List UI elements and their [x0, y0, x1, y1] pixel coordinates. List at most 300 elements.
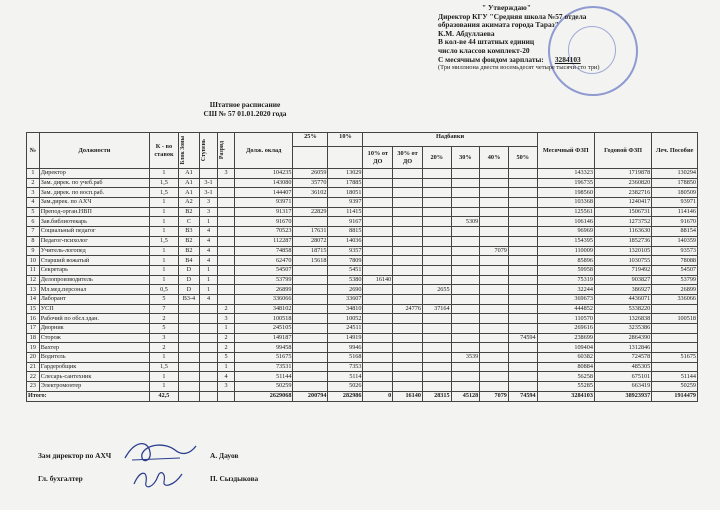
- table-cell: 6: [27, 217, 40, 227]
- table-cell: [480, 372, 509, 382]
- table-cell: [293, 372, 328, 382]
- table-cell: 1326838: [594, 314, 651, 324]
- table-cell: [218, 188, 235, 198]
- table-cell: 4: [200, 294, 218, 304]
- table-cell: [218, 236, 235, 246]
- table-cell: 444852: [537, 304, 594, 314]
- table-cell: 5338220: [594, 304, 651, 314]
- table-cell: 88154: [652, 227, 698, 237]
- table-cell: [508, 372, 537, 382]
- table-cell: [218, 198, 235, 208]
- table-cell: [178, 372, 199, 382]
- table-cell: [480, 169, 509, 179]
- table-cell: [652, 343, 698, 353]
- table-cell: [652, 333, 698, 343]
- table-cell: 1: [200, 265, 218, 275]
- table-cell: [422, 275, 451, 285]
- table-cell: [451, 372, 480, 382]
- table-cell: [422, 382, 451, 392]
- table-cell: 1163630: [594, 227, 651, 237]
- handwritten-signature-2: [130, 466, 190, 492]
- table-cell: 110570: [537, 314, 594, 324]
- approval-staff-count: В кол-ве 44 штатных единиц: [438, 37, 535, 47]
- table-cell: [451, 285, 480, 295]
- table-cell: 35770: [293, 178, 328, 188]
- table-cell: [363, 314, 393, 324]
- table-cell: 5309: [451, 217, 480, 227]
- table-cell: 4: [200, 227, 218, 237]
- table-cell: 60382: [537, 353, 594, 363]
- table-cell: Электромонтер: [39, 382, 149, 392]
- table-cell: [393, 198, 423, 208]
- table-cell: [422, 227, 451, 237]
- col-s50: 50%: [508, 147, 537, 169]
- table-cell: 17: [27, 324, 40, 334]
- table-row: [27, 343, 698, 353]
- col-position: Должности: [39, 133, 149, 169]
- table-cell: [363, 256, 393, 266]
- table-cell: [393, 246, 423, 256]
- table-cell: 100518: [235, 314, 293, 324]
- table-cell: В4: [178, 256, 199, 266]
- table-cell: [451, 382, 480, 392]
- table-cell: 3-1: [200, 178, 218, 188]
- table-cell: [363, 169, 393, 179]
- table-cell: [422, 314, 451, 324]
- table-cell: 85896: [537, 256, 594, 266]
- table-cell: 12: [27, 275, 40, 285]
- table-cell: [363, 236, 393, 246]
- table-cell: 1: [150, 265, 179, 275]
- table-row: [27, 178, 698, 188]
- table-cell: [393, 362, 423, 372]
- table-cell: Лаборант: [39, 294, 149, 304]
- table-row: [27, 188, 698, 198]
- table-cell: 198560: [537, 188, 594, 198]
- table-cell: [293, 362, 328, 372]
- table-cell: 51675: [235, 353, 293, 363]
- table-cell: С: [178, 217, 199, 227]
- table-cell: 109404: [537, 343, 594, 353]
- table-cell: 3: [218, 314, 235, 324]
- col-count: К - во ставок: [150, 133, 179, 169]
- table-cell: [422, 353, 451, 363]
- table-cell: [363, 198, 393, 208]
- table-cell: 1320105: [594, 246, 651, 256]
- table-cell: [200, 382, 218, 392]
- table-cell: [422, 324, 451, 334]
- table-cell: 80884: [537, 362, 594, 372]
- table-cell: 37164: [422, 304, 451, 314]
- table-cell: [393, 285, 423, 295]
- table-cell: А1: [178, 178, 199, 188]
- table-cell: 0,5: [150, 285, 179, 295]
- table-cell: 9: [27, 246, 40, 256]
- table-cell: [422, 333, 451, 343]
- table-cell: [451, 362, 480, 372]
- table-cell: Слесарь-сантехник: [39, 372, 149, 382]
- table-cell: 180509: [652, 188, 698, 198]
- table-cell: Секретарь: [39, 265, 149, 275]
- table-cell: В2: [178, 207, 199, 217]
- table-cell: 26059: [293, 169, 328, 179]
- table-cell: [393, 353, 423, 363]
- table-cell: [363, 265, 393, 275]
- table-cell: 24776: [393, 304, 423, 314]
- col-sub30: 30% от ДО: [393, 147, 423, 169]
- table-cell: Зам. дирек. по учеб.раб: [39, 178, 149, 188]
- table-cell: 3: [218, 169, 235, 179]
- table-cell: [363, 324, 393, 334]
- table-cell: Педагог-психолог: [39, 236, 149, 246]
- total-cell: 45128: [451, 391, 480, 401]
- table-cell: 26899: [652, 285, 698, 295]
- table-cell: [451, 324, 480, 334]
- table-cell: 719492: [594, 265, 651, 275]
- table-cell: 1: [150, 275, 179, 285]
- table-cell: 26899: [235, 285, 293, 295]
- table-cell: [480, 314, 509, 324]
- table-cell: [451, 256, 480, 266]
- table-cell: [508, 382, 537, 392]
- col-10: 10%: [328, 133, 363, 147]
- table-cell: 75319: [537, 275, 594, 285]
- table-row: [27, 227, 698, 237]
- table-cell: 14: [27, 294, 40, 304]
- table-cell: [451, 169, 480, 179]
- table-cell: [200, 362, 218, 372]
- col-step-label: Ступень: [201, 139, 208, 162]
- table-cell: 91670: [235, 217, 293, 227]
- table-cell: [480, 207, 509, 217]
- table-row: [27, 285, 698, 295]
- table-cell: [422, 207, 451, 217]
- table-cell: [363, 178, 393, 188]
- table-cell: [363, 285, 393, 295]
- table-row: [27, 324, 698, 334]
- table-cell: [508, 294, 537, 304]
- table-cell: Зам. дирек. по восп.раб.: [39, 188, 149, 198]
- signature-role-2: Гл. бухгалтер: [38, 474, 83, 483]
- table-cell: [363, 188, 393, 198]
- table-cell: 50259: [235, 382, 293, 392]
- table-cell: 144407: [235, 188, 293, 198]
- table-cell: [451, 275, 480, 285]
- table-cell: [451, 265, 480, 275]
- table-cell: 51144: [235, 372, 293, 382]
- col-medical: Леч. Пособие: [652, 133, 698, 169]
- col-s30: 30%: [451, 147, 480, 169]
- table-cell: 4: [200, 256, 218, 266]
- table-cell: [451, 304, 480, 314]
- approval-director-name: К.М. Абдуллаева: [438, 28, 495, 38]
- table-cell: 3-1: [200, 188, 218, 198]
- table-cell: 348102: [235, 304, 293, 314]
- table-cell: [393, 169, 423, 179]
- table-cell: [200, 169, 218, 179]
- table-cell: 17885: [328, 178, 363, 188]
- table-cell: [652, 304, 698, 314]
- table-cell: 2: [27, 178, 40, 188]
- table-row: [27, 353, 698, 363]
- table-cell: 5451: [328, 265, 363, 275]
- table-cell: 20: [27, 353, 40, 363]
- total-cell: 28315: [422, 391, 451, 401]
- table-cell: 1: [150, 382, 179, 392]
- table-cell: [393, 372, 423, 382]
- table-cell: 140359: [652, 236, 698, 246]
- table-cell: 1: [150, 198, 179, 208]
- col-salary: Долж. оклад: [235, 133, 293, 169]
- table-cell: [293, 275, 328, 285]
- col-allowances: Надбавки: [363, 133, 537, 147]
- table-cell: [200, 353, 218, 363]
- approval-fund: [438, 56, 716, 65]
- total-cell: 74594: [508, 391, 537, 401]
- table-cell: 1: [218, 362, 235, 372]
- table-cell: [480, 217, 509, 227]
- table-cell: 143323: [537, 169, 594, 179]
- col-monthly: Месячный ФЗП: [537, 133, 594, 169]
- table-cell: D: [178, 265, 199, 275]
- total-cell: 7079: [480, 391, 509, 401]
- table-cell: 2864390: [594, 333, 651, 343]
- total-cell: 200794: [293, 391, 328, 401]
- table-cell: [508, 207, 537, 217]
- table-cell: 59958: [537, 265, 594, 275]
- table-cell: 1: [150, 217, 179, 227]
- table-cell: 485305: [594, 362, 651, 372]
- table-cell: [508, 343, 537, 353]
- table-cell: 2690: [328, 285, 363, 295]
- table-row: [27, 207, 698, 217]
- table-row: [27, 333, 698, 343]
- table-cell: [480, 324, 509, 334]
- table-cell: 2360820: [594, 178, 651, 188]
- table-cell: [508, 362, 537, 372]
- table-cell: [393, 188, 423, 198]
- table-cell: Зав.библиотекарь: [39, 217, 149, 227]
- table-row: [27, 198, 698, 208]
- table-cell: 8: [27, 236, 40, 246]
- table-cell: 55285: [537, 382, 594, 392]
- table-cell: 2: [218, 343, 235, 353]
- table-row: [27, 236, 698, 246]
- table-cell: [200, 343, 218, 353]
- table-cell: [218, 217, 235, 227]
- table-cell: 33607: [328, 294, 363, 304]
- table-cell: Мл.мед.персонал: [39, 285, 149, 295]
- table-cell: 7: [27, 227, 40, 237]
- table-cell: 369673: [537, 294, 594, 304]
- table-cell: [200, 314, 218, 324]
- table-cell: [422, 256, 451, 266]
- table-cell: [422, 198, 451, 208]
- table-cell: 675101: [594, 372, 651, 382]
- title-line-2: СШ № 57 01.01.2020 года: [203, 109, 287, 118]
- table-cell: 112287: [235, 236, 293, 246]
- table-cell: [393, 236, 423, 246]
- table-cell: [293, 285, 328, 295]
- table-cell: 91670: [652, 217, 698, 227]
- handwritten-signature-1: [120, 438, 200, 468]
- table-cell: [218, 178, 235, 188]
- table-cell: 1312846: [594, 343, 651, 353]
- table-cell: 70523: [235, 227, 293, 237]
- table-cell: [178, 333, 199, 343]
- table-cell: [363, 343, 393, 353]
- col-annual: Годовой ФЗП: [594, 133, 651, 169]
- table-cell: 1: [200, 285, 218, 295]
- table-cell: [178, 382, 199, 392]
- table-cell: 1: [218, 324, 235, 334]
- table-cell: [363, 227, 393, 237]
- table-cell: 10: [27, 256, 40, 266]
- table-cell: 114146: [652, 207, 698, 217]
- table-cell: [508, 178, 537, 188]
- table-cell: [451, 198, 480, 208]
- approval-department: образования акимата города Тараз": [438, 20, 559, 30]
- table-cell: [480, 362, 509, 372]
- table-cell: [480, 188, 509, 198]
- table-cell: [393, 265, 423, 275]
- table-cell: 130294: [652, 169, 698, 179]
- approval-heading: " Утверждаю": [482, 3, 531, 12]
- table-cell: [363, 333, 393, 343]
- table-cell: [451, 178, 480, 188]
- table-row: [27, 382, 698, 392]
- total-cell: 1914479: [652, 391, 698, 401]
- table-cell: 1: [150, 256, 179, 266]
- table-cell: А1: [178, 188, 199, 198]
- table-cell: [293, 198, 328, 208]
- table-cell: 54507: [235, 265, 293, 275]
- table-cell: 22: [27, 372, 40, 382]
- table-cell: 22829: [293, 207, 328, 217]
- table-cell: 18: [27, 333, 40, 343]
- table-cell: 17631: [293, 227, 328, 237]
- table-row: [27, 265, 698, 275]
- table-row: [27, 256, 698, 266]
- table-cell: 93971: [652, 198, 698, 208]
- table-cell: 2: [218, 304, 235, 314]
- table-cell: 19: [27, 343, 40, 353]
- table-cell: 56258: [537, 372, 594, 382]
- table-cell: 1506731: [594, 207, 651, 217]
- table-cell: 5: [27, 207, 40, 217]
- total-cell: 282986: [328, 391, 363, 401]
- table-cell: [422, 178, 451, 188]
- table-cell: 3235386: [594, 324, 651, 334]
- table-cell: [451, 343, 480, 353]
- table-cell: 14919: [328, 333, 363, 343]
- table-cell: 663419: [594, 382, 651, 392]
- table-cell: [451, 207, 480, 217]
- col-sub20: 20%: [422, 147, 451, 169]
- table-cell: 3: [150, 333, 179, 343]
- total-cell: [200, 391, 218, 401]
- table-cell: [393, 256, 423, 266]
- table-cell: 34810: [328, 304, 363, 314]
- table-cell: [480, 285, 509, 295]
- table-cell: 5: [218, 353, 235, 363]
- table-cell: 11: [27, 265, 40, 275]
- table-cell: 1,5: [150, 236, 179, 246]
- col-25: 25%: [293, 133, 328, 147]
- table-cell: [218, 256, 235, 266]
- table-row: [27, 217, 698, 227]
- table-cell: 103368: [537, 198, 594, 208]
- table-cell: 78088: [652, 256, 698, 266]
- table-row: [27, 372, 698, 382]
- table-cell: 13029: [328, 169, 363, 179]
- col-sub10: 10% от ДО: [363, 147, 393, 169]
- table-cell: [178, 343, 199, 353]
- table-cell: 8815: [328, 227, 363, 237]
- table-cell: 4: [218, 372, 235, 382]
- table-cell: 7: [150, 304, 179, 314]
- table-cell: 110009: [537, 246, 594, 256]
- table-cell: 11415: [328, 207, 363, 217]
- table-cell: [293, 382, 328, 392]
- table-cell: Сторож: [39, 333, 149, 343]
- table-cell: 21: [27, 362, 40, 372]
- table-cell: [422, 217, 451, 227]
- table-cell: В2: [178, 236, 199, 246]
- table-cell: 269616: [537, 324, 594, 334]
- table-cell: 1: [150, 207, 179, 217]
- signature-name-1: А. Дауов: [210, 451, 239, 460]
- table-cell: 178850: [652, 178, 698, 188]
- total-cell: 38923937: [594, 391, 651, 401]
- table-cell: 18051: [328, 188, 363, 198]
- table-cell: [508, 198, 537, 208]
- table-cell: [480, 236, 509, 246]
- table-cell: [393, 324, 423, 334]
- col-s40: 40%: [480, 147, 509, 169]
- table-cell: 51144: [652, 372, 698, 382]
- table-cell: 16: [27, 314, 40, 324]
- table-cell: [480, 178, 509, 188]
- table-row: [27, 362, 698, 372]
- table-cell: [218, 285, 235, 295]
- table-cell: [218, 275, 235, 285]
- table-cell: [363, 246, 393, 256]
- table-cell: 96969: [537, 227, 594, 237]
- table-cell: [293, 314, 328, 324]
- table-cell: УСП: [39, 304, 149, 314]
- total-cell: 16140: [393, 391, 423, 401]
- approval-director: Директор КГУ "Средняя школа №57 отдела: [438, 11, 587, 21]
- table-cell: [178, 362, 199, 372]
- table-cell: 32244: [537, 285, 594, 295]
- table-cell: [393, 333, 423, 343]
- approval-fund-value: 3284103: [554, 54, 581, 64]
- table-cell: [218, 207, 235, 217]
- table-cell: [508, 217, 537, 227]
- table-cell: 15: [27, 304, 40, 314]
- table-cell: 1: [150, 246, 179, 256]
- table-row: [27, 246, 698, 256]
- table-cell: [178, 353, 199, 363]
- table-cell: 1: [200, 275, 218, 285]
- table-cell: 3: [27, 188, 40, 198]
- table-cell: А2: [178, 198, 199, 208]
- table-cell: [200, 324, 218, 334]
- table-cell: [480, 382, 509, 392]
- table-cell: [293, 353, 328, 363]
- table-cell: 54507: [652, 265, 698, 275]
